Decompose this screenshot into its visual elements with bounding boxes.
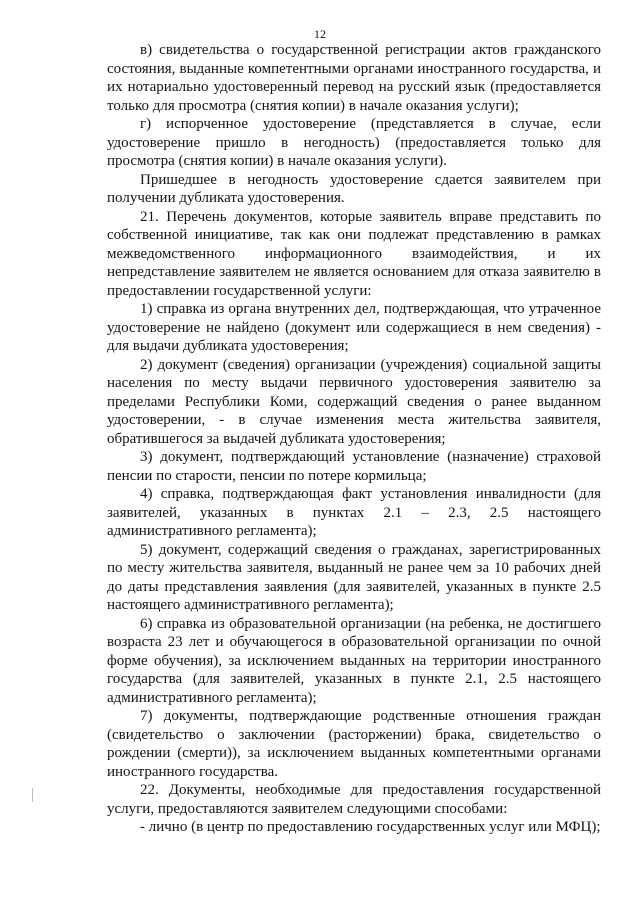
scan-margin-mark: [32, 788, 33, 802]
list-item-3: 3) документ, подтверждающий установление (назначение) страховой пенсии по старости, пенсии по потере кормильца;: [107, 449, 601, 484]
list-item-4: 4) справка, подтверждающая факт установления инвалидности (для заявителей, указанных в пунктах 2.1 – 2.3, 2.5 настоящего административного регламента);: [107, 486, 601, 539]
paragraph-damaged-certificate: Пришедшее в негодность удостоверение сдается заявителем при получении дубликата удостоверения.: [107, 171, 601, 206]
list-item-in-person: - лично (в центр по предоставлению государственных услуг или МФЦ);: [140, 819, 601, 835]
paragraph-section-21: 21. Перечень документов, которые заявитель вправе представить по собственной инициативе, так как они подлежат представлению в рамках межведомственного информационного взаимодействия, и их непредставление заявителем не является основанием для отказа заявителю в предоставлении государственной услуги:: [107, 208, 601, 299]
list-item-5: 5) документ, содержащий сведения о гражданах, зарегистрированных по месту жительства заявителя, выданный не ранее чем за 10 рабочих дней до даты представления заявления (для заявителей, указанных в пункте 2.5 настоящего административного регламента);: [107, 541, 601, 613]
paragraph-item-v: в) свидетельства о государственной регистрации актов гражданского состояния, выданные компетентными органами иностранного государства, и их нотариально удостоверенный перевод на русский язык (предоставляется только для просмотра (снятия копии) в начале оказания услуги);: [107, 42, 601, 114]
paragraph-item-g: г) испорченное удостоверение (представляется в случае, если удостоверение пришло в негодность) (предоставляется только для просмотра (снятия копии) в начале оказания услуги).: [107, 116, 601, 169]
paragraph-section-22: 22. Документы, необходимые для предоставления государственной услуги, предоставляются заявителем следующими способами:: [107, 782, 601, 817]
list-item-7: 7) документы, подтверждающие родственные отношения граждан (свидетельство о заключении (расторжении) брака, свидетельство о рождении (смерти)), за исключением выданных компетентными органами иностранного государства.: [107, 708, 601, 780]
list-item-2: 2) документ (сведения) организации (учреждения) социальной защиты населения по месту выдачи первичного удостоверения заявителю за пределами Республики Коми, содержащий сведения о ранее выданном удостоверении, - в случае изменения места жительства заявителя, обратившегося за выдачей дубликата удостоверения;: [107, 356, 601, 447]
list-item-1: 1) справка из органа внутренних дел, подтверждающая, что утраченное удостоверение не найдено (документ или содержащиеся в нем сведения) - для выдачи дубликата удостоверения;: [107, 301, 601, 354]
page-number: 12: [314, 27, 326, 41]
list-item-6: 6) справка из образовательной организации (на ребенка, не достигшего возраста 23 лет и обучающегося в образовательной организации по очной форме обучения), за исключением выданных на территории иностранного государства (для заявителей, указанных в пункте 2.1, 2.5 настоящего административного регламента);: [107, 615, 601, 706]
document-body: [107, 41, 601, 837]
